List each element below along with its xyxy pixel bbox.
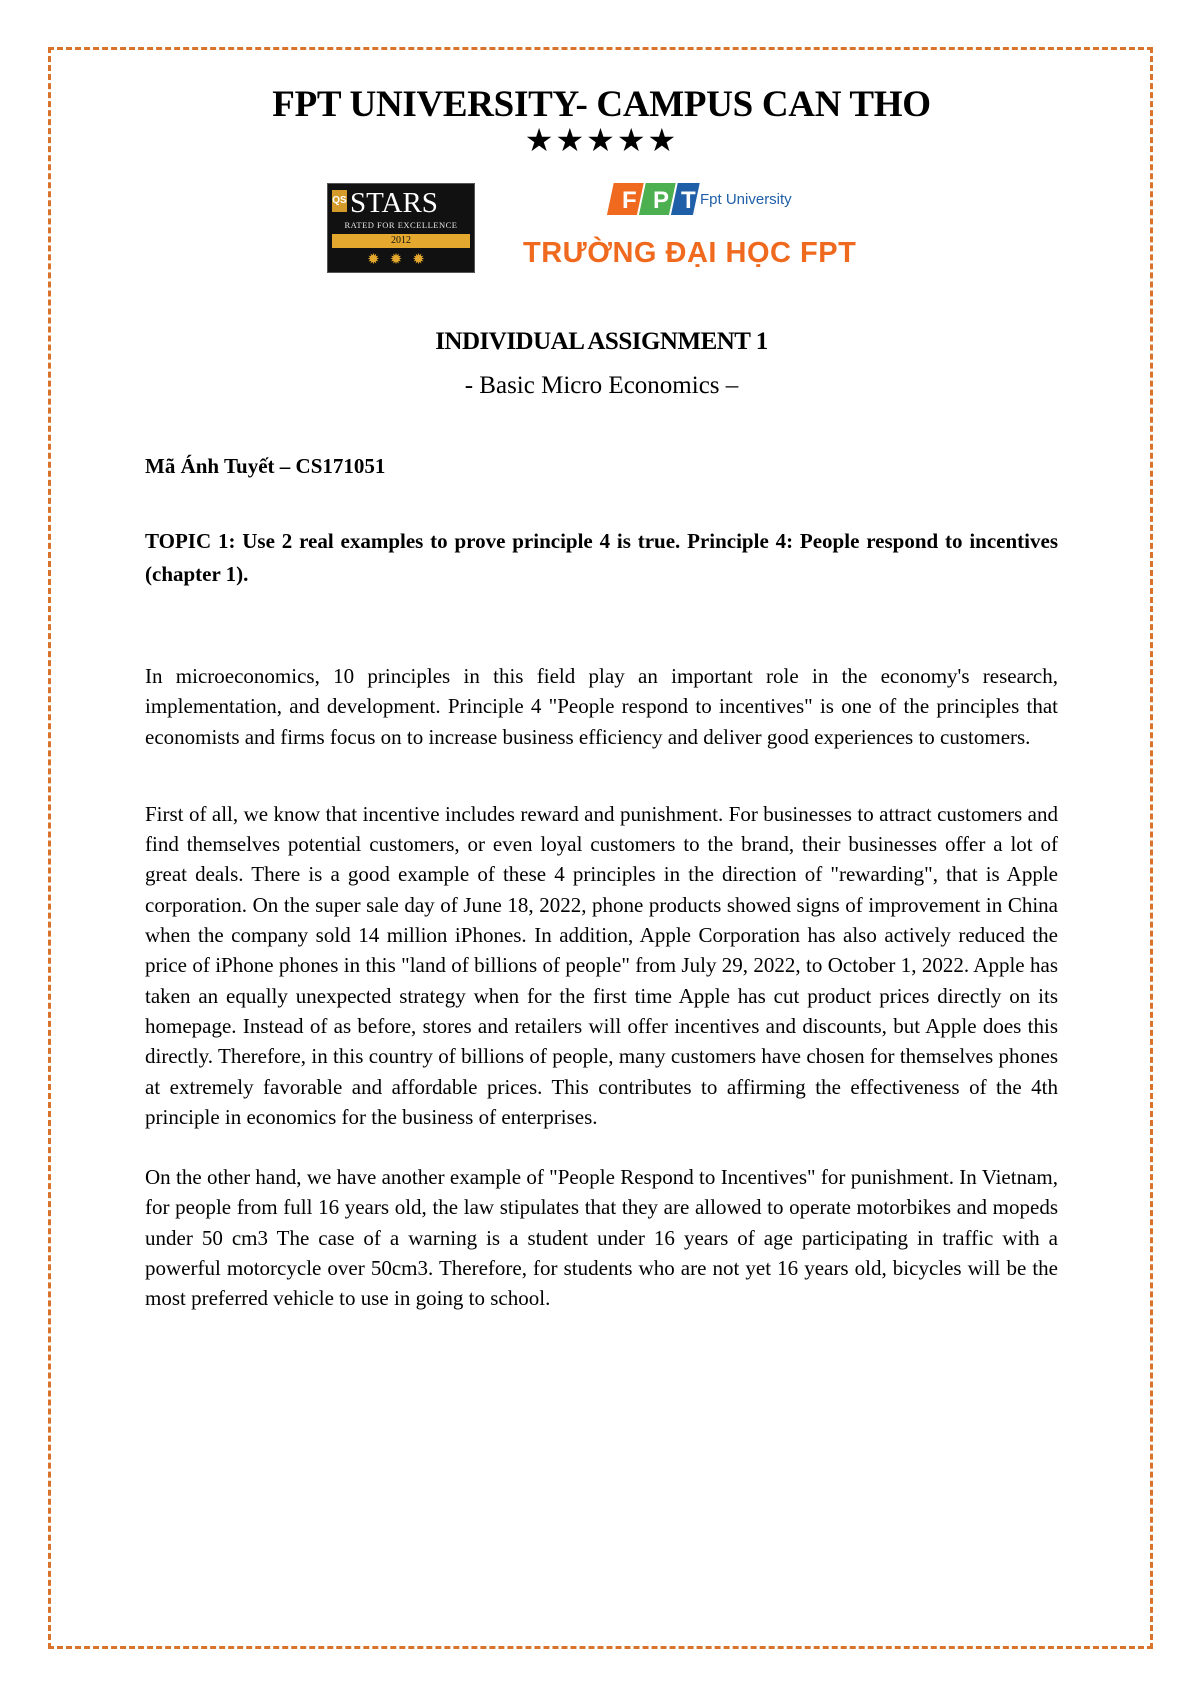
paragraph-punishment-example: On the other hand, we have another example of "People Respond to Incentives" for punishment. In Vietnam, for people from full 16 years old, the law stipulates that they are allowed to operate motorbikes and mopeds under 50 cm3 The case of a warning is a student under 16 years of age participating in traffic with a powerful motorcycle over 50cm3. Therefore, for students who are not yet 16 years old, bicycles will be the most preferred vehicle to use in going to school. [145,1165,1058,1311]
fpt-university-text: Fpt University [700,191,792,208]
assignment-subtitle: - Basic Micro Economics – [464,372,739,399]
qs-year: 2012 [332,234,470,248]
rating-stars: ★★★★★ [524,122,679,158]
fpt-logo-letter-f: F [622,187,637,214]
qs-badge-stars: ✹✹✹ [367,252,435,268]
paragraph-intro: In microeconomics, 10 principles in this field play an important role in the economy's research, implementation, and development. Principle 4 "People respond to incentives" is one of the principles that economists and firms focus on to increase business efficiency and deliver good experiences to customers. [145,664,1058,749]
assignment-title: INDIVIDUAL ASSIGNMENT 1 [435,328,768,355]
qs-stars-logo [327,183,475,273]
qs-stars-text: STARS [350,187,438,219]
logo-row [145,177,1058,297]
document-body [145,85,1058,1314]
school-name: TRƯỜNG ĐẠI HỌC FPT [523,237,857,269]
university-title: FPT UNIVERSITY- CAMPUS CAN THO [272,84,931,125]
fpt-logo-letter-p: P [653,187,670,214]
qs-rated-text: RATED FOR EXCELLENCE [344,220,458,230]
fpt-logo-letter-t: T [681,187,696,214]
topic-statement: TOPIC 1: Use 2 real examples to prove principle 4 is true. Principle 4: People respond to incentives (chapter 1). [145,529,1058,586]
paragraph-reward-example: First of all, we know that incentive includes reward and punishment. For businesses to attract customers and find themselves potential customers, or even loyal customers to the brand, their businesses offer a lot of great deals. There is a good example of these 4 principles in the direction of "rewarding", that is Apple corporation. On the super sale day of June 18, 2022, phone products showed signs of improvement in China when the company sold 14 million iPhones. In addition, Apple Corporation has also actively reduced the price of iPhone phones in this "land of billions of people" from July 29, 2022, to October 1, 2022. Apple has taken an equally unexpected strategy when for the first time Apple has cut product prices directly on its homepage. Instead of as before, stores and retailers will offer incentives and discounts, but Apple does this directly. Therefore, in this country of billions of people, many customers have chosen for themselves phones at extremely favorable and affordable prices. This contributes to affirming the effectiveness of the 4th principle in economics for the business of enterprises. [145,801,1058,1129]
author-line: Mã Ánh Tuyết – CS171051 [145,454,386,478]
qs-mark: QS [332,190,347,212]
